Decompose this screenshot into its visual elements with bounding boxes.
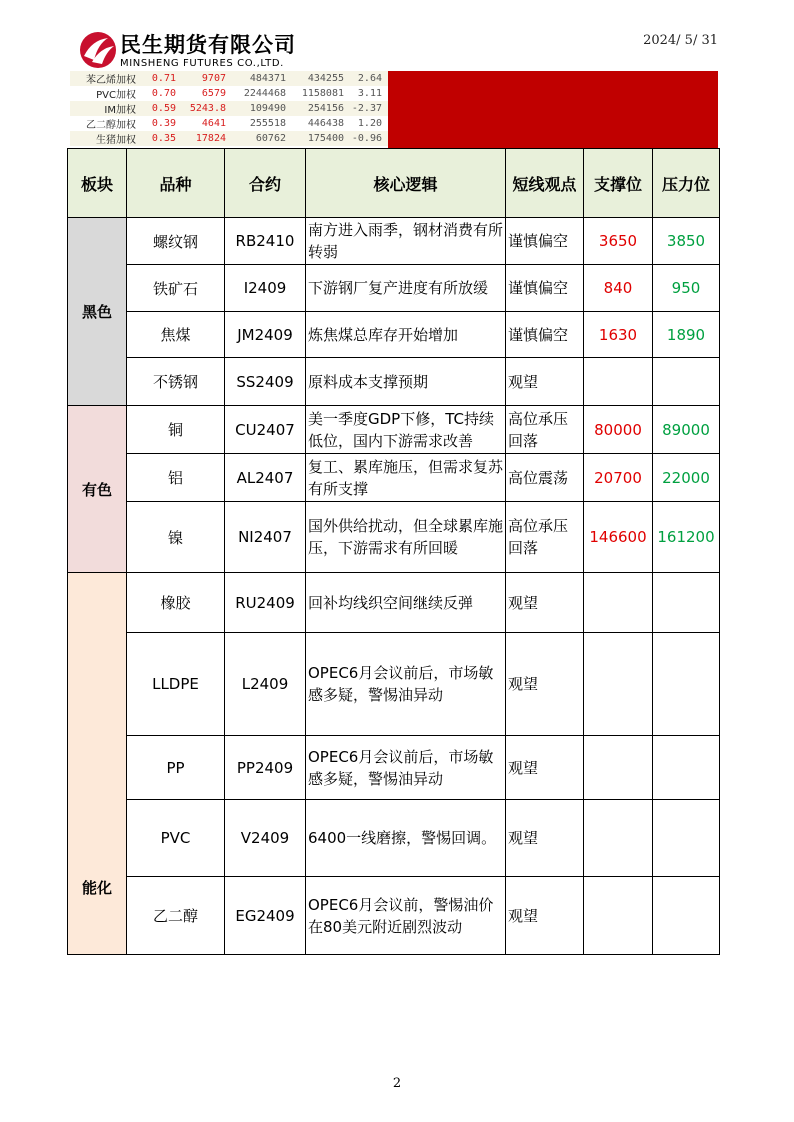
view-cell: 谨慎偏空 [506,312,584,358]
logic-cell: 南方进入雨季，钢材消费有所转弱 [306,218,506,265]
strip-value: 0.70 [151,88,176,99]
view-cell: 谨慎偏空 [506,265,584,312]
variety-cell: 焦煤 [127,312,225,358]
logic-cell: 复工、累库施压，但需求复苏有所支撑 [306,454,506,502]
strip-value: 0.59 [151,103,176,114]
resistance-cell: 161200 [653,502,720,573]
support-cell: 146600 [584,502,653,573]
support-cell [584,736,653,800]
strip-name: 生猪加权 [96,135,136,146]
strip-row [70,101,388,116]
table-row [68,218,720,265]
variety-cell: 橡胶 [127,573,225,633]
contract-cell: AL2407 [225,454,306,502]
strip-value: 2.64 [357,73,382,84]
view-cell: 高位承压回落 [506,502,584,573]
strip-value: 5243.8 [189,103,226,114]
table-row [68,312,720,358]
variety-cell: 不锈钢 [127,358,225,406]
variety-cell: 镍 [127,502,225,573]
view-cell: 观望 [506,736,584,800]
support-cell [584,358,653,406]
header-resistance: 压力位 [653,149,720,218]
header-view: 短线观点 [506,149,584,218]
resistance-cell: 950 [653,265,720,312]
strip-value: -2.37 [351,103,382,114]
logic-cell: 回补均线织空间继续反弹 [306,573,506,633]
variety-cell: PP [127,736,225,800]
support-cell: 1630 [584,312,653,358]
view-cell: 高位震荡 [506,454,584,502]
support-cell [584,800,653,877]
strip-value: -0.96 [351,133,382,144]
view-cell: 观望 [506,633,584,736]
variety-cell: LLDPE [127,633,225,736]
strip-value: 0.39 [151,118,176,129]
strip-value: 1158081 [301,88,344,99]
strategy-table [67,148,720,955]
company-name-cn: 民生期货有限公司 [120,33,296,57]
support-cell: 20700 [584,454,653,502]
strip-value: 0.71 [151,73,176,84]
variety-cell: 铜 [127,406,225,454]
contract-cell: JM2409 [225,312,306,358]
view-cell: 观望 [506,573,584,633]
header-support: 支撑位 [584,149,653,218]
view-cell: 观望 [506,800,584,877]
support-cell [584,633,653,736]
view-cell: 谨慎偏空 [506,218,584,265]
support-cell [584,573,653,633]
contract-cell: SS2409 [225,358,306,406]
page-number: 2 [392,1076,402,1091]
strip-value: 3.11 [357,88,382,99]
contract-cell: CU2407 [225,406,306,454]
view-cell: 观望 [506,358,584,406]
strip-value: 60762 [255,133,286,144]
table-row [68,573,720,633]
resistance-cell: 89000 [653,406,720,454]
company-logo [78,28,318,72]
table-row [68,800,720,877]
contract-cell: RU2409 [225,573,306,633]
resistance-cell [653,633,720,736]
minsheng-logo-icon [78,30,118,70]
logic-cell: OPEC6月会议前后，市场敏感多疑，警惕油异动 [306,736,506,800]
logic-cell: OPEC6月会议前后，市场敏感多疑，警惕油异动 [306,633,506,736]
contract-cell: NI2407 [225,502,306,573]
strip-name: 苯乙烯加权 [86,75,136,86]
logic-cell: 原料成本支撑预期 [306,358,506,406]
table-row [68,454,720,502]
strip-name: IM加权 [104,105,136,116]
view-cell: 观望 [506,877,584,955]
logic-cell: 美一季度GDP下修，TC持续低位，国内下游需求改善 [306,406,506,454]
contract-cell: I2409 [225,265,306,312]
contract-cell: EG2409 [225,877,306,955]
resistance-cell [653,736,720,800]
strip-value: 446438 [307,118,344,129]
resistance-cell [653,358,720,406]
strip-value: 434255 [307,73,344,84]
table-row [68,265,720,312]
support-cell: 840 [584,265,653,312]
variety-cell: 螺纹钢 [127,218,225,265]
contract-cell: V2409 [225,800,306,877]
resistance-cell: 22000 [653,454,720,502]
logic-cell: 6400一线磨擦，警惕回调。 [306,800,506,877]
variety-cell: 乙二醇 [127,877,225,955]
strip-row [70,86,388,101]
table-row [68,502,720,573]
strip-row [70,131,388,146]
strip-name: 乙二醇加权 [86,120,136,131]
contract-cell: L2409 [225,633,306,736]
header-contract: 合约 [225,149,306,218]
table-row [68,877,720,955]
company-name-en: MINSHENG FUTURES CO.,LTD. [120,58,284,69]
sector-black: 黑色 [68,218,127,406]
strip-value: 6579 [201,88,226,99]
strip-row [70,116,388,131]
strip-row [70,71,388,86]
support-cell [584,877,653,955]
red-banner [388,71,718,148]
strip-value: 254156 [307,103,344,114]
logic-cell: 下游钢厂复产进度有所放缓 [306,265,506,312]
table-header-row [68,149,720,218]
variety-cell: PVC [127,800,225,877]
header-sector: 板块 [68,149,127,218]
logic-cell: 炼焦煤总库存开始增加 [306,312,506,358]
strip-value: 1.20 [357,118,382,129]
strip-value: 175400 [307,133,344,144]
resistance-cell [653,800,720,877]
ranking-strip [70,71,388,159]
resistance-cell [653,877,720,955]
sector-chemical: 能化 [68,573,127,955]
table-row [68,406,720,454]
strip-value: 9707 [201,73,226,84]
strip-name: PVC加权 [96,90,136,101]
header-variety: 品种 [127,149,225,218]
table-row [68,633,720,736]
strip-value: 484371 [249,73,286,84]
strip-value: 109490 [249,103,286,114]
variety-cell: 铝 [127,454,225,502]
resistance-cell: 3850 [653,218,720,265]
strip-value: 0.35 [151,133,176,144]
strip-value: 4641 [201,118,226,129]
report-date: 2024/ 5/ 31 [643,33,718,48]
contract-cell: RB2410 [225,218,306,265]
strip-value: 2244468 [243,88,286,99]
variety-cell: 铁矿石 [127,265,225,312]
logic-cell: OPEC6月会议前，警惕油价在80美元附近剧烈波动 [306,877,506,955]
logic-cell: 国外供给扰动，但全球累库施压，下游需求有所回暖 [306,502,506,573]
sector-nonferrous: 有色 [68,406,127,573]
resistance-cell [653,573,720,633]
support-cell: 3650 [584,218,653,265]
strip-value: 17824 [195,133,226,144]
table-row [68,736,720,800]
contract-cell: PP2409 [225,736,306,800]
table-row [68,358,720,406]
view-cell: 高位承压回落 [506,406,584,454]
resistance-cell: 1890 [653,312,720,358]
support-cell: 80000 [584,406,653,454]
strip-value: 255518 [249,118,286,129]
header-logic: 核心逻辑 [306,149,506,218]
